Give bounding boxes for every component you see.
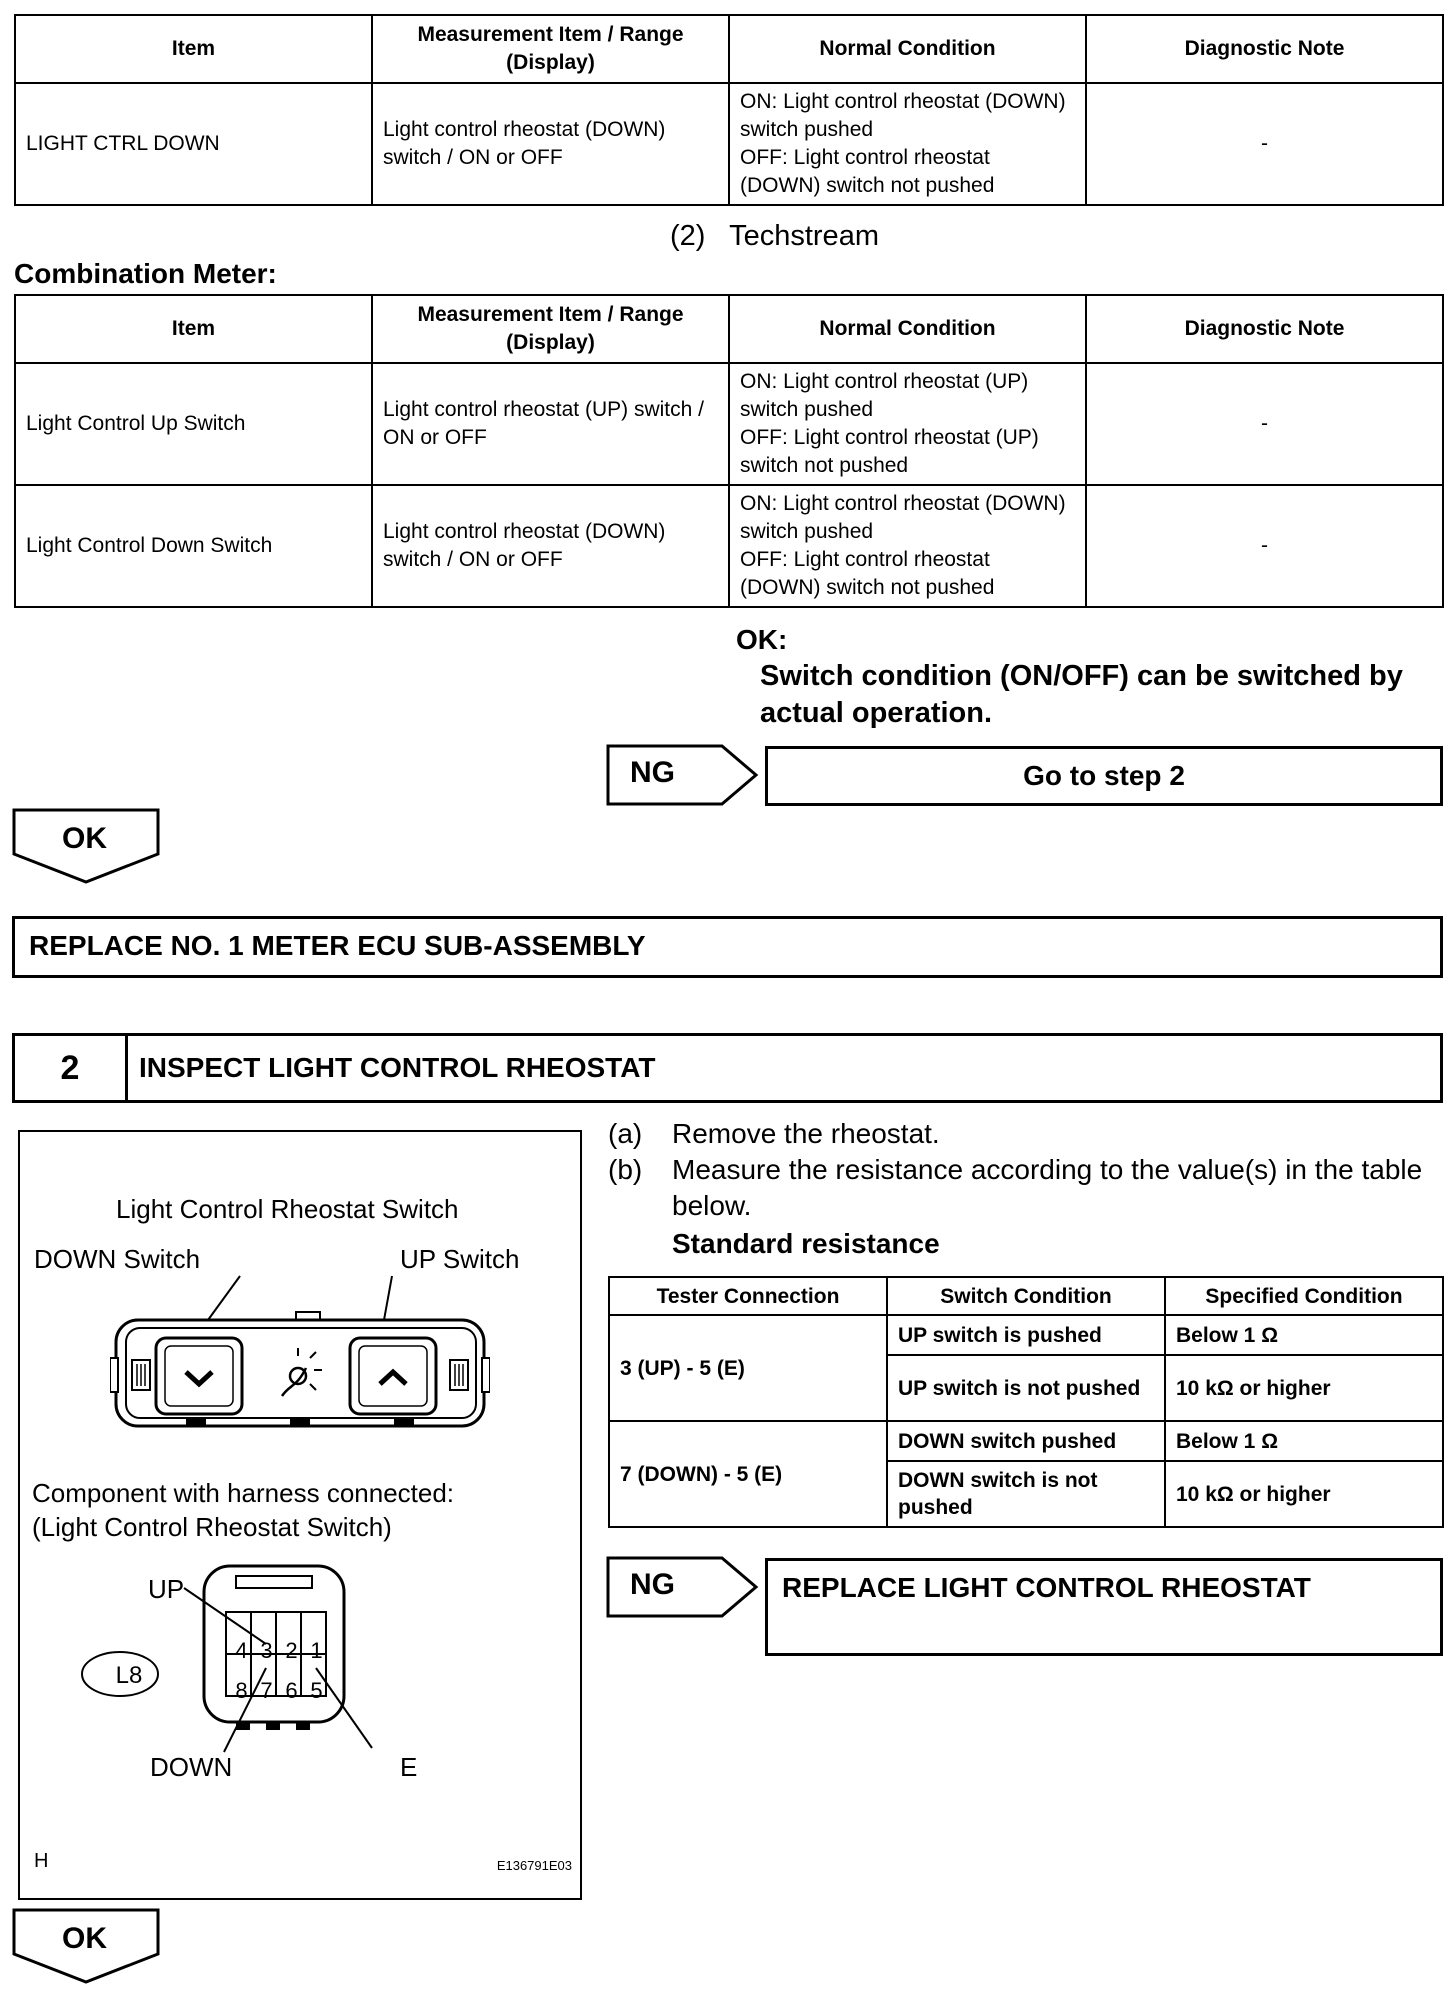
step-header (12, 1033, 1443, 1103)
pin-6-label: 6 (285, 1678, 298, 1703)
col-header-measurement: Measurement Item / Range (Display) (372, 295, 729, 363)
go-to-step-2-label: Go to step 2 (1023, 760, 1185, 791)
col-header-note: Diagnostic Note (1086, 295, 1443, 363)
pin-1-label: 1 (310, 1638, 323, 1663)
pin-7-label: 7 (260, 1678, 273, 1703)
figure-corner-letter: H (34, 1850, 49, 1872)
cell-note: - (1086, 485, 1443, 607)
down-pin-label: DOWN (150, 1752, 233, 1782)
figure-title: Light Control Rheostat Switch (116, 1194, 459, 1224)
col-header-item: Item (15, 295, 372, 363)
techstream-label: (2) Techstream (670, 220, 879, 252)
combination-meter-heading: Combination Meter: (14, 258, 277, 289)
cell-note: - (1086, 363, 1443, 485)
col-header-measurement: Measurement Item / Range (Display) (372, 15, 729, 83)
replace-meter-label: REPLACE NO. 1 METER ECU SUB-ASSEMBLY (29, 930, 646, 961)
pin-3-label: 3 (260, 1638, 273, 1663)
down-switch-label: DOWN Switch (34, 1244, 201, 1274)
table-row (609, 1315, 1443, 1355)
replace-rheostat-label: REPLACE LIGHT CONTROL RHEOSTAT (782, 1572, 1311, 1603)
table-row (15, 485, 1443, 607)
col-header-switch: Switch Condition (887, 1277, 1165, 1315)
cell-measurement: Light control rheostat (DOWN) switch / ON or OFF (372, 83, 729, 205)
step-b-label: (b) (608, 1154, 643, 1185)
connector-code: L8 (115, 1662, 143, 1689)
cell-specified: Below 1 Ω (1165, 1315, 1443, 1355)
cell-condition: UP switch is not pushed (887, 1355, 1165, 1421)
ok-label: OK (62, 1922, 107, 1955)
pin-4-label: 4 (235, 1638, 248, 1663)
cell-specified: 10 kΩ or higher (1165, 1461, 1443, 1527)
cell-condition: DOWN switch pushed (887, 1421, 1165, 1461)
ok-criteria-text: Switch condition (ON/OFF) can be switched by actual operation. (760, 660, 1403, 729)
col-header-note: Diagnostic Note (1086, 15, 1443, 83)
cell-note: - (1086, 83, 1443, 205)
step-b-text: Measure the resistance according to the value(s) in the table below. (672, 1154, 1423, 1221)
step-number: 2 (15, 1036, 128, 1100)
e-pin-label: E (400, 1752, 418, 1782)
col-header-normal: Normal Condition (729, 15, 1086, 83)
cell-condition: DOWN switch is not pushed (887, 1461, 1165, 1527)
figure-id: E136791E03 (496, 1858, 572, 1873)
up-switch-label: UP Switch (400, 1244, 520, 1274)
cell-item: Light Control Up Switch (15, 363, 372, 485)
ok-heading: OK: (736, 624, 788, 655)
cell-connection: 3 (UP) - 5 (E) (609, 1315, 887, 1421)
ok-label: OK (62, 822, 107, 855)
cell-normal: ON: Light control rheostat (UP) switch pushed OFF: Light control rheostat (UP) switch not pushed (729, 363, 1086, 485)
go-to-step-2-box[interactable] (765, 746, 1443, 806)
pin-5-label: 5 (310, 1678, 323, 1703)
component-caption-1: Component with harness connected: (32, 1478, 455, 1508)
pin-2-label: 2 (285, 1638, 298, 1663)
standard-resistance-heading: Standard resistance (672, 1228, 940, 1259)
cell-measurement: Light control rheostat (DOWN) switch / ON or OFF (372, 485, 729, 607)
replace-meter-box (12, 916, 1443, 978)
ng-label: NG (630, 756, 675, 789)
cell-item: Light Control Down Switch (15, 485, 372, 607)
cell-normal: ON: Light control rheostat (DOWN) switch pushed OFF: Light control rheostat (DOWN) switch not pushed (729, 485, 1086, 607)
col-header-tester: Tester Connection (609, 1277, 887, 1315)
resistance-table (608, 1276, 1444, 1528)
step-title: INSPECT LIGHT CONTROL RHEOSTAT (139, 1052, 656, 1083)
cell-specified: 10 kΩ or higher (1165, 1355, 1443, 1421)
cell-normal: ON: Light control rheostat (DOWN) switch pushed OFF: Light control rheostat (DOWN) switch not pushed (729, 83, 1086, 205)
rheostat-figure (18, 1130, 582, 1900)
diagnostic-table-2 (14, 294, 1444, 608)
cell-specified: Below 1 Ω (1165, 1421, 1443, 1461)
col-header-normal: Normal Condition (729, 295, 1086, 363)
cell-connection: 7 (DOWN) - 5 (E) (609, 1421, 887, 1527)
step-a-label: (a) (608, 1118, 643, 1149)
col-header-item: Item (15, 15, 372, 83)
table-row (15, 363, 1443, 485)
table-row (15, 83, 1443, 205)
pin-8-label: 8 (235, 1678, 248, 1703)
diagnostic-table-1 (14, 14, 1444, 206)
col-header-specified: Specified Condition (1165, 1277, 1443, 1315)
cell-measurement: Light control rheostat (UP) switch / ON or OFF (372, 363, 729, 485)
table-row (609, 1421, 1443, 1461)
cell-item: LIGHT CTRL DOWN (15, 83, 372, 205)
rheostat-switch-icon (110, 1272, 490, 1432)
replace-rheostat-box (765, 1558, 1443, 1656)
component-caption-2: (Light Control Rheostat Switch) (32, 1512, 392, 1542)
up-pin-label: UP (148, 1574, 185, 1604)
cell-condition: UP switch is pushed (887, 1315, 1165, 1355)
step-a-text: Remove the rheostat. (672, 1118, 940, 1149)
ng-label: NG (630, 1568, 675, 1601)
